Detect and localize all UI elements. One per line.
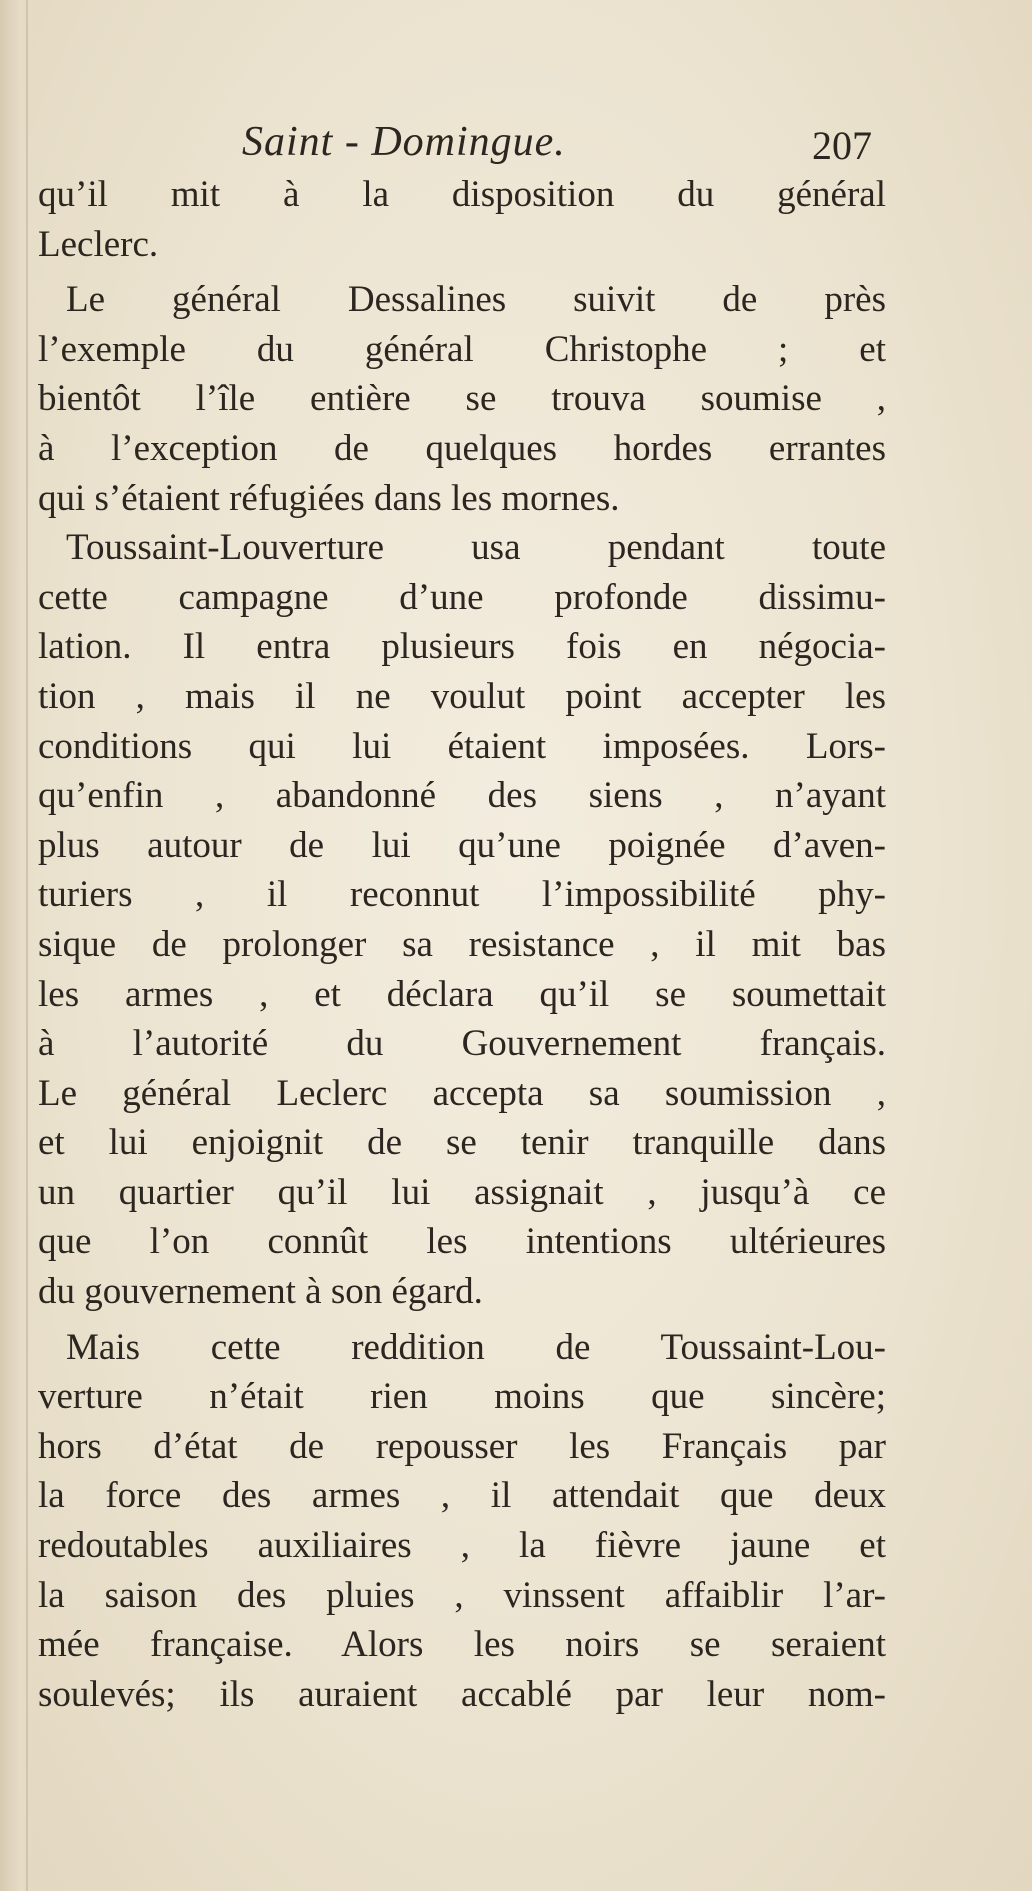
text-line: que l’on connût les intentions ultérieures — [38, 1221, 886, 1263]
text-line: bientôt l’île entière se trouva soumise , — [38, 378, 886, 420]
text-line: qu’enfin , abandonné des siens , n’ayant — [38, 775, 886, 817]
text-line: lation. Il entra plusieurs fois en négocia- — [38, 626, 886, 668]
text-line: sique de prolonger sa resistance , il mit bas — [38, 923, 886, 965]
text-line: du gouvernement à son égard. — [38, 1271, 483, 1313]
text-line: turiers , il reconnut l’impossibilité phy- — [38, 874, 886, 916]
text-line: qu’il mit à la disposition du général — [38, 174, 886, 215]
text-line: soulevés; ils auraient accablé par leur nom- — [38, 1673, 886, 1715]
text-line: tion , mais il ne voulut point accepter les — [38, 675, 886, 717]
binding-shadow — [0, 0, 34, 1891]
text-line: la saison des pluies , vinssent affaiblir l’ar- — [38, 1574, 886, 1616]
text-line: plus autour de lui qu’une poignée d’aven- — [38, 824, 886, 866]
running-head-title: Saint - Domingue. — [242, 119, 566, 165]
text-line: Leclerc. — [38, 223, 159, 265]
text-line: les armes , et déclara qu’il se soumettait — [38, 973, 886, 1015]
text-line: conditions qui lui étaient imposées. Lors- — [38, 725, 886, 767]
text-line: Toussaint-Louverture usa pendant toute — [66, 527, 886, 569]
text-line: la force des armes , il attendait que deux — [38, 1475, 886, 1517]
text-line: Le général Leclerc accepta sa soumission , — [38, 1072, 886, 1114]
body-text — [38, 170, 886, 1719]
text-line: qui s’étaient réfugiées dans les mornes. — [38, 477, 620, 519]
text-line: redoutables auxiliaires , la fièvre jaune et — [38, 1525, 886, 1567]
binding-edge — [26, 0, 28, 1891]
text-line: un quartier qu’il lui assignait , jusqu’à ce — [38, 1171, 886, 1213]
text-line: à l’autorité du Gouvernement français. — [38, 1023, 886, 1065]
text-line: Le général Dessalines suivit de près — [66, 279, 886, 321]
text-line: mée française. Alors les noirs se seraient — [38, 1624, 886, 1666]
text-line: verture n’était rien moins que sincère; — [38, 1376, 886, 1418]
text-line: hors d’état de repousser les Français par — [38, 1425, 886, 1467]
text-line: Mais cette reddition de Toussaint-Lou- — [66, 1326, 886, 1368]
page-number: 207 — [812, 123, 872, 168]
text-line: et lui enjoignit de se tenir tranquille dans — [38, 1122, 886, 1164]
text-line: à l’exception de quelques hordes errantes — [38, 427, 886, 469]
running-head — [0, 118, 1032, 174]
text-line: l’exemple du général Christophe ; et — [38, 328, 886, 370]
text-line: cette campagne d’une profonde dissimu- — [38, 576, 886, 618]
